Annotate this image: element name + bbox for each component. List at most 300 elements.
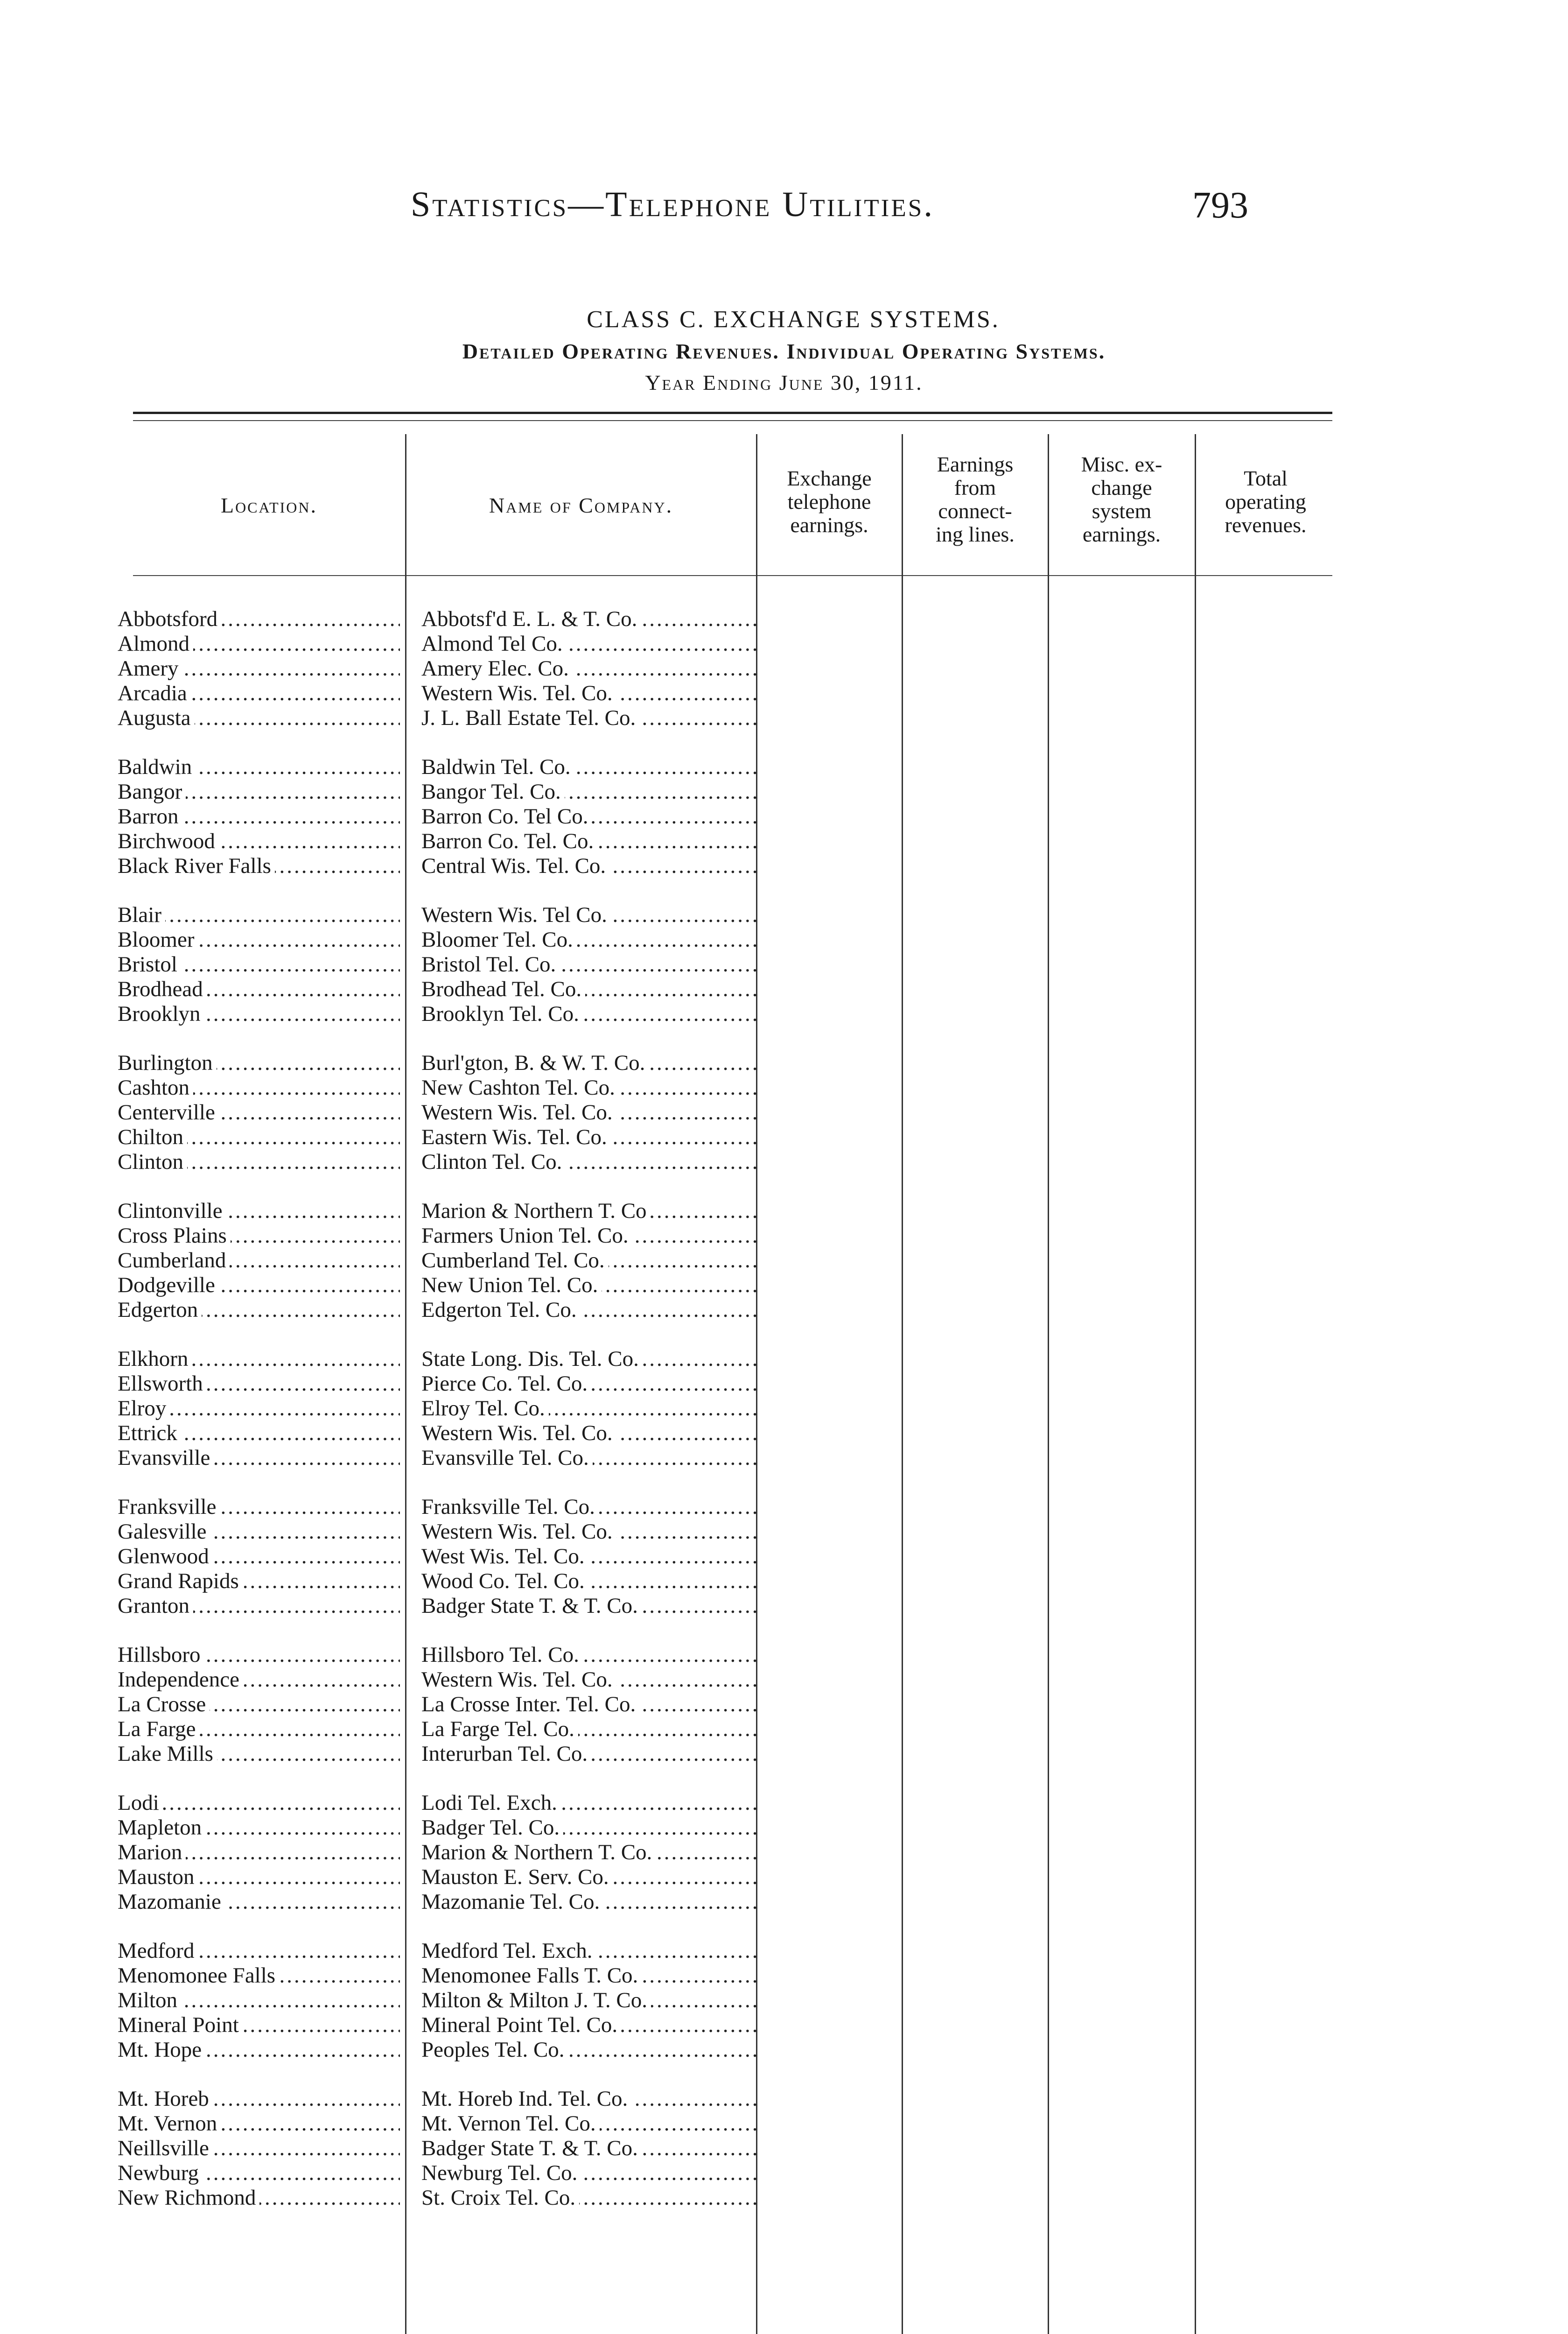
- company-cell: [421, 854, 757, 879]
- row-group: [0, 1051, 1568, 1174]
- company-cell-text: Almond Tel Co.: [421, 632, 567, 656]
- location-cell-text: Elroy: [118, 1396, 170, 1420]
- table-row: [0, 1815, 1568, 1840]
- company-cell-text: Eastern Wis. Tel. Co.: [421, 1125, 611, 1149]
- location-cell-text: Mazomanie: [118, 1890, 225, 1914]
- company-cell-text: Farmers Union Tel. Co.: [421, 1223, 632, 1248]
- header-bottom-rule: [133, 575, 1332, 576]
- location-cell: [118, 681, 400, 706]
- location-cell-text: Glenwood: [118, 1544, 213, 1568]
- location-cell-text: Cashton: [118, 1076, 193, 1100]
- header-total: [1196, 467, 1336, 537]
- company-cell-text: Edgerton Tel. Co.: [421, 1298, 581, 1322]
- company-cell-text: State Long. Dis. Tel. Co.: [421, 1347, 643, 1371]
- location-cell: [118, 755, 400, 780]
- company-cell: [421, 903, 757, 928]
- company-cell-text: Bangor Tel. Co.: [421, 780, 565, 804]
- company-cell: [421, 1002, 757, 1026]
- company-cell-text: Amery Elec. Co.: [421, 656, 573, 681]
- location-cell-text: Brooklyn: [118, 1002, 204, 1026]
- row-group: [0, 1495, 1568, 1618]
- location-cell: [118, 1100, 400, 1125]
- location-cell-text: Elkhorn: [118, 1347, 192, 1371]
- company-cell: [421, 1791, 757, 1815]
- table-row: [0, 1865, 1568, 1890]
- table-row: [0, 1076, 1568, 1100]
- company-cell: [421, 2136, 757, 2161]
- company-cell: [421, 2161, 757, 2186]
- company-cell-text: Milton & Milton J. T. Co.: [421, 1988, 651, 2012]
- company-cell: [421, 1865, 757, 1890]
- company-cell-text: Peoples Tel. Co.: [421, 2038, 568, 2062]
- header-misc-line: change: [1091, 476, 1152, 499]
- company-cell: [421, 656, 757, 681]
- location-cell: [118, 1199, 400, 1223]
- company-cell: [421, 780, 757, 804]
- table-row: [0, 903, 1568, 928]
- table-row: [0, 1692, 1568, 1717]
- company-cell-text: Medford Tel. Exch.: [421, 1939, 596, 1963]
- company-cell-text: Elroy Tel. Co.: [421, 1396, 549, 1420]
- table-row: [0, 1569, 1568, 1594]
- company-cell-text: Bristol Tel. Co.: [421, 952, 560, 977]
- company-cell: [421, 1273, 757, 1298]
- header-exchange-line: Exchange: [787, 466, 872, 490]
- company-cell-text: Hillsboro Tel. Co.: [421, 1643, 583, 1667]
- running-title: Statistics—Telephone Utilities.: [411, 185, 935, 224]
- header-connecting-line: connect-: [938, 499, 1012, 523]
- location-cell: [118, 2186, 400, 2210]
- location-cell-text: Lake Mills: [118, 1742, 217, 1766]
- table-row: [0, 1988, 1568, 2013]
- company-cell-text: New Union Tel. Co.: [421, 1273, 602, 1297]
- table-row: [0, 1002, 1568, 1026]
- location-cell-text: Centerville: [118, 1100, 219, 1125]
- location-cell: [118, 1273, 400, 1298]
- company-cell-text: Pierce Co. Tel. Co.: [421, 1371, 591, 1396]
- location-cell: [118, 1963, 400, 1988]
- table-row: [0, 1742, 1568, 1766]
- company-cell: [421, 2186, 757, 2210]
- header-misc-line: Misc. ex-: [1081, 452, 1162, 476]
- location-cell-text: Neillsville: [118, 2136, 213, 2160]
- table-class-title: CLASS C. EXCHANGE SYSTEMS.: [587, 306, 1000, 333]
- location-cell: [118, 952, 400, 977]
- company-cell-text: Western Wis. Tel. Co.: [421, 1421, 616, 1445]
- location-cell: [118, 1988, 400, 2013]
- table-row: [0, 1791, 1568, 1815]
- company-cell-text: Lodi Tel. Exch.: [421, 1791, 561, 1815]
- location-cell-text: Mt. Horeb: [118, 2087, 213, 2111]
- table-row: [0, 1150, 1568, 1174]
- location-cell-text: Mineral Point: [118, 2013, 243, 2037]
- table-row: [0, 2038, 1568, 2062]
- location-cell: [118, 1076, 400, 1100]
- location-cell-text: Bloomer: [118, 928, 198, 952]
- header-misc-line: earnings.: [1082, 522, 1161, 546]
- location-cell-text: Clinton: [118, 1150, 187, 1174]
- table-row: [0, 952, 1568, 977]
- header-exchange-line: earnings.: [790, 513, 868, 537]
- location-cell: [118, 2111, 400, 2136]
- location-cell: [118, 1125, 400, 1150]
- location-cell: [118, 1298, 400, 1322]
- company-cell-text: La Crosse Inter. Tel. Co.: [421, 1692, 639, 1716]
- location-cell: [118, 2136, 400, 2161]
- company-cell: [421, 706, 757, 731]
- company-cell: [421, 1347, 757, 1371]
- location-cell: [118, 1791, 400, 1815]
- table-row: [0, 2111, 1568, 2136]
- company-cell: [421, 804, 757, 829]
- header-misc-line: system: [1092, 499, 1152, 523]
- company-cell: [421, 2013, 757, 2038]
- location-cell: [118, 829, 400, 854]
- location-cell-text: Ellsworth: [118, 1371, 207, 1396]
- row-group: [0, 1643, 1568, 1766]
- company-cell-text: Western Wis. Tel Co.: [421, 903, 611, 927]
- table-row: [0, 1544, 1568, 1569]
- company-cell: [421, 1396, 757, 1421]
- company-cell: [421, 1692, 757, 1717]
- location-cell: [118, 1347, 400, 1371]
- location-cell-text: Granton: [118, 1594, 193, 1618]
- location-cell: [118, 1692, 400, 1717]
- header-exchange-line: telephone: [787, 490, 871, 513]
- company-cell: [421, 1544, 757, 1569]
- row-group: [0, 1939, 1568, 2062]
- table-row: [0, 1396, 1568, 1421]
- location-cell-text: Burlington: [118, 1051, 217, 1075]
- header-location: Location.: [220, 493, 318, 517]
- company-cell: [421, 2111, 757, 2136]
- company-cell-text: Franksville Tel. Co.: [421, 1495, 599, 1519]
- company-cell: [421, 2038, 757, 2062]
- table-row: [0, 829, 1568, 854]
- location-cell: [118, 2161, 400, 2186]
- table-row: [0, 1051, 1568, 1076]
- company-cell: [421, 1840, 757, 1865]
- table-period: Year Ending June 30, 1911.: [645, 371, 923, 394]
- location-cell-text: Dodgeville: [118, 1273, 219, 1297]
- company-cell: [421, 928, 757, 952]
- location-cell: [118, 1840, 400, 1865]
- company-cell: [421, 681, 757, 706]
- company-cell-text: Central Wis. Tel. Co.: [421, 854, 609, 878]
- location-cell: [118, 977, 400, 1002]
- header-total-line: Total: [1244, 466, 1288, 490]
- location-cell-text: Barron: [118, 804, 182, 829]
- location-cell: [118, 903, 400, 928]
- company-cell-text: Clinton Tel. Co.: [421, 1150, 566, 1174]
- location-cell-text: Augusta: [118, 706, 195, 730]
- company-cell-text: Badger State T. & T. Co.: [421, 1594, 642, 1618]
- header-company: Name of Company.: [489, 493, 673, 517]
- row-group: [0, 755, 1568, 879]
- location-cell-text: Baldwin: [118, 755, 196, 779]
- header-connecting: [903, 453, 1048, 546]
- header-connecting-line: from: [954, 476, 996, 499]
- company-cell-text: Brooklyn Tel. Co.: [421, 1002, 583, 1026]
- location-cell: [118, 1544, 400, 1569]
- location-cell: [118, 804, 400, 829]
- company-cell: [421, 1643, 757, 1667]
- table-row: [0, 1890, 1568, 1914]
- company-cell-text: Marion & Northern T. Co: [421, 1199, 651, 1223]
- location-cell-text: Cross Plains: [118, 1223, 231, 1248]
- location-cell-text: Blair: [118, 903, 165, 927]
- location-cell: [118, 1939, 400, 1963]
- company-cell: [421, 1988, 757, 2013]
- company-cell-text: Western Wis. Tel. Co.: [421, 1667, 616, 1692]
- location-cell: [118, 854, 400, 879]
- company-cell: [421, 1421, 757, 1446]
- row-group: [0, 903, 1568, 1026]
- company-cell-text: Western Wis. Tel. Co.: [421, 681, 616, 705]
- company-cell-text: Cumberland Tel. Co.: [421, 1248, 609, 1272]
- location-cell-text: Amery: [118, 656, 182, 681]
- company-cell: [421, 1100, 757, 1125]
- location-cell-text: Edgerton: [118, 1298, 202, 1322]
- location-cell: [118, 1248, 400, 1273]
- location-cell: [118, 1569, 400, 1594]
- company-cell: [421, 1815, 757, 1840]
- location-cell-text: Hillsboro: [118, 1643, 204, 1667]
- company-cell: [421, 1051, 757, 1076]
- company-cell: [421, 1742, 757, 1766]
- company-cell: [421, 952, 757, 977]
- location-cell: [118, 1371, 400, 1396]
- location-cell: [118, 2038, 400, 2062]
- table-row: [0, 2186, 1568, 2210]
- row-group: [0, 1347, 1568, 1470]
- company-cell: [421, 2087, 757, 2111]
- table-row: [0, 1347, 1568, 1371]
- location-cell-text: Marion: [118, 1840, 186, 1864]
- company-cell-text: Wood Co. Tel. Co.: [421, 1569, 588, 1593]
- location-cell-text: Galesville: [118, 1519, 210, 1544]
- company-cell-text: La Farge Tel. Co.: [421, 1717, 578, 1741]
- table-row: [0, 2161, 1568, 2186]
- location-cell-text: Mt. Vernon: [118, 2111, 221, 2136]
- header-top-thin-rule: [133, 420, 1332, 421]
- table-row: [0, 2136, 1568, 2161]
- company-cell-text: Badger State T. & T. Co.: [421, 2136, 642, 2160]
- table-row: [0, 1643, 1568, 1667]
- header-exchange: [757, 467, 902, 537]
- company-cell-text: Mazomanie Tel. Co.: [421, 1890, 603, 1914]
- company-cell-text: New Cashton Tel. Co.: [421, 1076, 619, 1100]
- table-row: [0, 1223, 1568, 1248]
- header-top-rule: [133, 412, 1332, 414]
- company-cell: [421, 755, 757, 780]
- location-cell-text: New Richmond: [118, 2186, 259, 2210]
- location-cell: [118, 1815, 400, 1840]
- table-row: [0, 1199, 1568, 1223]
- location-cell-text: Brodhead: [118, 977, 207, 1001]
- company-cell-text: Barron Co. Tel. Co.: [421, 829, 597, 853]
- company-cell-text: Brodhead Tel. Co.: [421, 977, 585, 1001]
- location-cell-text: La Farge: [118, 1717, 199, 1741]
- table-row: [0, 1421, 1568, 1446]
- table-row: [0, 706, 1568, 731]
- location-cell: [118, 1519, 400, 1544]
- location-cell-text: Ettrick: [118, 1421, 181, 1445]
- table-row: [0, 1495, 1568, 1519]
- location-cell-text: Grand Rapids: [118, 1569, 243, 1593]
- table-row: [0, 1667, 1568, 1692]
- company-cell: [421, 1223, 757, 1248]
- company-cell-text: Western Wis. Tel. Co.: [421, 1100, 616, 1125]
- company-cell: [421, 1667, 757, 1692]
- location-cell: [118, 607, 400, 632]
- location-cell: [118, 780, 400, 804]
- table-body: [0, 607, 1568, 2235]
- company-cell-text: Mt. Vernon Tel. Co.: [421, 2111, 600, 2136]
- location-cell-text: Almond: [118, 632, 193, 656]
- location-cell: [118, 1051, 400, 1076]
- row-group: [0, 1199, 1568, 1322]
- page-number: 793: [1192, 185, 1248, 226]
- company-cell-text: Bloomer Tel. Co.: [421, 928, 577, 952]
- company-cell: [421, 1569, 757, 1594]
- table-row: [0, 854, 1568, 879]
- location-cell-text: Arcadia: [118, 681, 191, 705]
- location-cell-text: Birchwood: [118, 829, 219, 853]
- location-cell-text: Bristol: [118, 952, 181, 977]
- location-cell-text: Mauston: [118, 1865, 198, 1889]
- row-group: [0, 607, 1568, 731]
- company-cell-text: Newburg Tel. Co.: [421, 2161, 581, 2185]
- location-cell-text: Evansville: [118, 1446, 214, 1470]
- table-row: [0, 607, 1568, 632]
- table-row: [0, 1717, 1568, 1742]
- location-cell: [118, 1421, 400, 1446]
- table-row: [0, 632, 1568, 656]
- location-cell: [118, 1002, 400, 1026]
- company-cell: [421, 1939, 757, 1963]
- location-cell: [118, 1865, 400, 1890]
- company-cell-text: West Wis. Tel. Co.: [421, 1544, 588, 1568]
- table-row: [0, 1248, 1568, 1273]
- company-cell-text: St. Croix Tel. Co.: [421, 2186, 579, 2210]
- company-cell-text: Barron Co. Tel Co.: [421, 804, 592, 829]
- row-group: [0, 1791, 1568, 1914]
- location-cell: [118, 1667, 400, 1692]
- table-row: [0, 1446, 1568, 1470]
- company-cell-text: Mt. Horeb Ind. Tel. Co.: [421, 2087, 631, 2111]
- company-cell: [421, 1717, 757, 1742]
- company-cell: [421, 829, 757, 854]
- location-cell: [118, 1643, 400, 1667]
- location-cell-text: Clintonville: [118, 1199, 226, 1223]
- row-group: [0, 2087, 1568, 2210]
- location-cell-text: Black River Falls: [118, 854, 275, 878]
- location-cell: [118, 1717, 400, 1742]
- company-cell: [421, 1963, 757, 1988]
- table-row: [0, 1371, 1568, 1396]
- company-cell-text: Interurban Tel. Co.: [421, 1742, 591, 1766]
- table-row: [0, 1594, 1568, 1618]
- table-row: [0, 1840, 1568, 1865]
- company-cell: [421, 607, 757, 632]
- location-cell-text: Newburg: [118, 2161, 203, 2185]
- company-cell-text: Marion & Northern T. Co.: [421, 1840, 656, 1864]
- company-cell: [421, 1150, 757, 1174]
- table-row: [0, 977, 1568, 1002]
- company-cell: [421, 1076, 757, 1100]
- location-cell: [118, 1446, 400, 1470]
- location-cell: [118, 706, 400, 731]
- table-row: [0, 1298, 1568, 1322]
- company-cell: [421, 977, 757, 1002]
- company-cell-text: Menomonee Falls T. Co.: [421, 1963, 642, 1988]
- location-cell-text: Lodi: [118, 1791, 163, 1815]
- header-total-line: revenues.: [1225, 513, 1307, 537]
- header-total-line: operating: [1225, 490, 1306, 513]
- company-cell: [421, 1495, 757, 1519]
- table-row: [0, 1963, 1568, 1988]
- location-cell-text: Mt. Hope: [118, 2038, 205, 2062]
- location-cell: [118, 1495, 400, 1519]
- table-row: [0, 928, 1568, 952]
- table-row: [0, 681, 1568, 706]
- header-misc: [1049, 453, 1195, 546]
- location-cell-text: Bangor: [118, 780, 186, 804]
- location-cell: [118, 1890, 400, 1914]
- location-cell-text: Chilton: [118, 1125, 187, 1149]
- location-cell-text: Abbotsford: [118, 607, 221, 631]
- location-cell-text: La Crosse: [118, 1692, 210, 1716]
- location-cell-text: Milton: [118, 1988, 181, 2012]
- table-row: [0, 780, 1568, 804]
- company-cell-text: Baldwin Tel. Co.: [421, 755, 574, 779]
- company-cell-text: Abbotsf'd E. L. & T. Co.: [421, 607, 641, 631]
- company-cell: [421, 1371, 757, 1396]
- company-cell-text: Mineral Point Tel. Co.: [421, 2013, 621, 2037]
- location-cell-text: Independence: [118, 1667, 243, 1692]
- location-cell: [118, 1396, 400, 1421]
- location-cell: [118, 2013, 400, 2038]
- location-cell: [118, 656, 400, 681]
- table-titles: [0, 306, 1568, 395]
- location-cell-text: Mapleton: [118, 1815, 205, 1840]
- location-cell: [118, 928, 400, 952]
- company-cell-text: J. L. Ball Estate Tel. Co.: [421, 706, 639, 730]
- header-connecting-line: ing lines.: [936, 522, 1015, 546]
- location-cell-text: Franksville: [118, 1495, 220, 1519]
- table-row: [0, 1273, 1568, 1298]
- running-head: [0, 184, 1568, 231]
- header-connecting-line: Earnings: [937, 452, 1014, 476]
- location-cell: [118, 1150, 400, 1174]
- table-row: [0, 1939, 1568, 1963]
- table-row: [0, 1125, 1568, 1150]
- location-cell: [118, 632, 400, 656]
- location-cell: [118, 1742, 400, 1766]
- table-row: [0, 1519, 1568, 1544]
- company-cell-text: Evansville Tel. Co.: [421, 1446, 593, 1470]
- location-cell: [118, 1223, 400, 1248]
- location-cell-text: Medford: [118, 1939, 198, 1963]
- table-row: [0, 2087, 1568, 2111]
- company-cell-text: Badger Tel. Co.: [421, 1815, 563, 1840]
- table-subtitle: Detailed Operating Revenues. Individual Operating Systems.: [462, 339, 1106, 363]
- table-row: [0, 2013, 1568, 2038]
- location-cell-text: Cumberland: [118, 1248, 230, 1272]
- company-cell-text: Burl'gton, B. & W. T. Co.: [421, 1051, 649, 1075]
- company-cell: [421, 1446, 757, 1470]
